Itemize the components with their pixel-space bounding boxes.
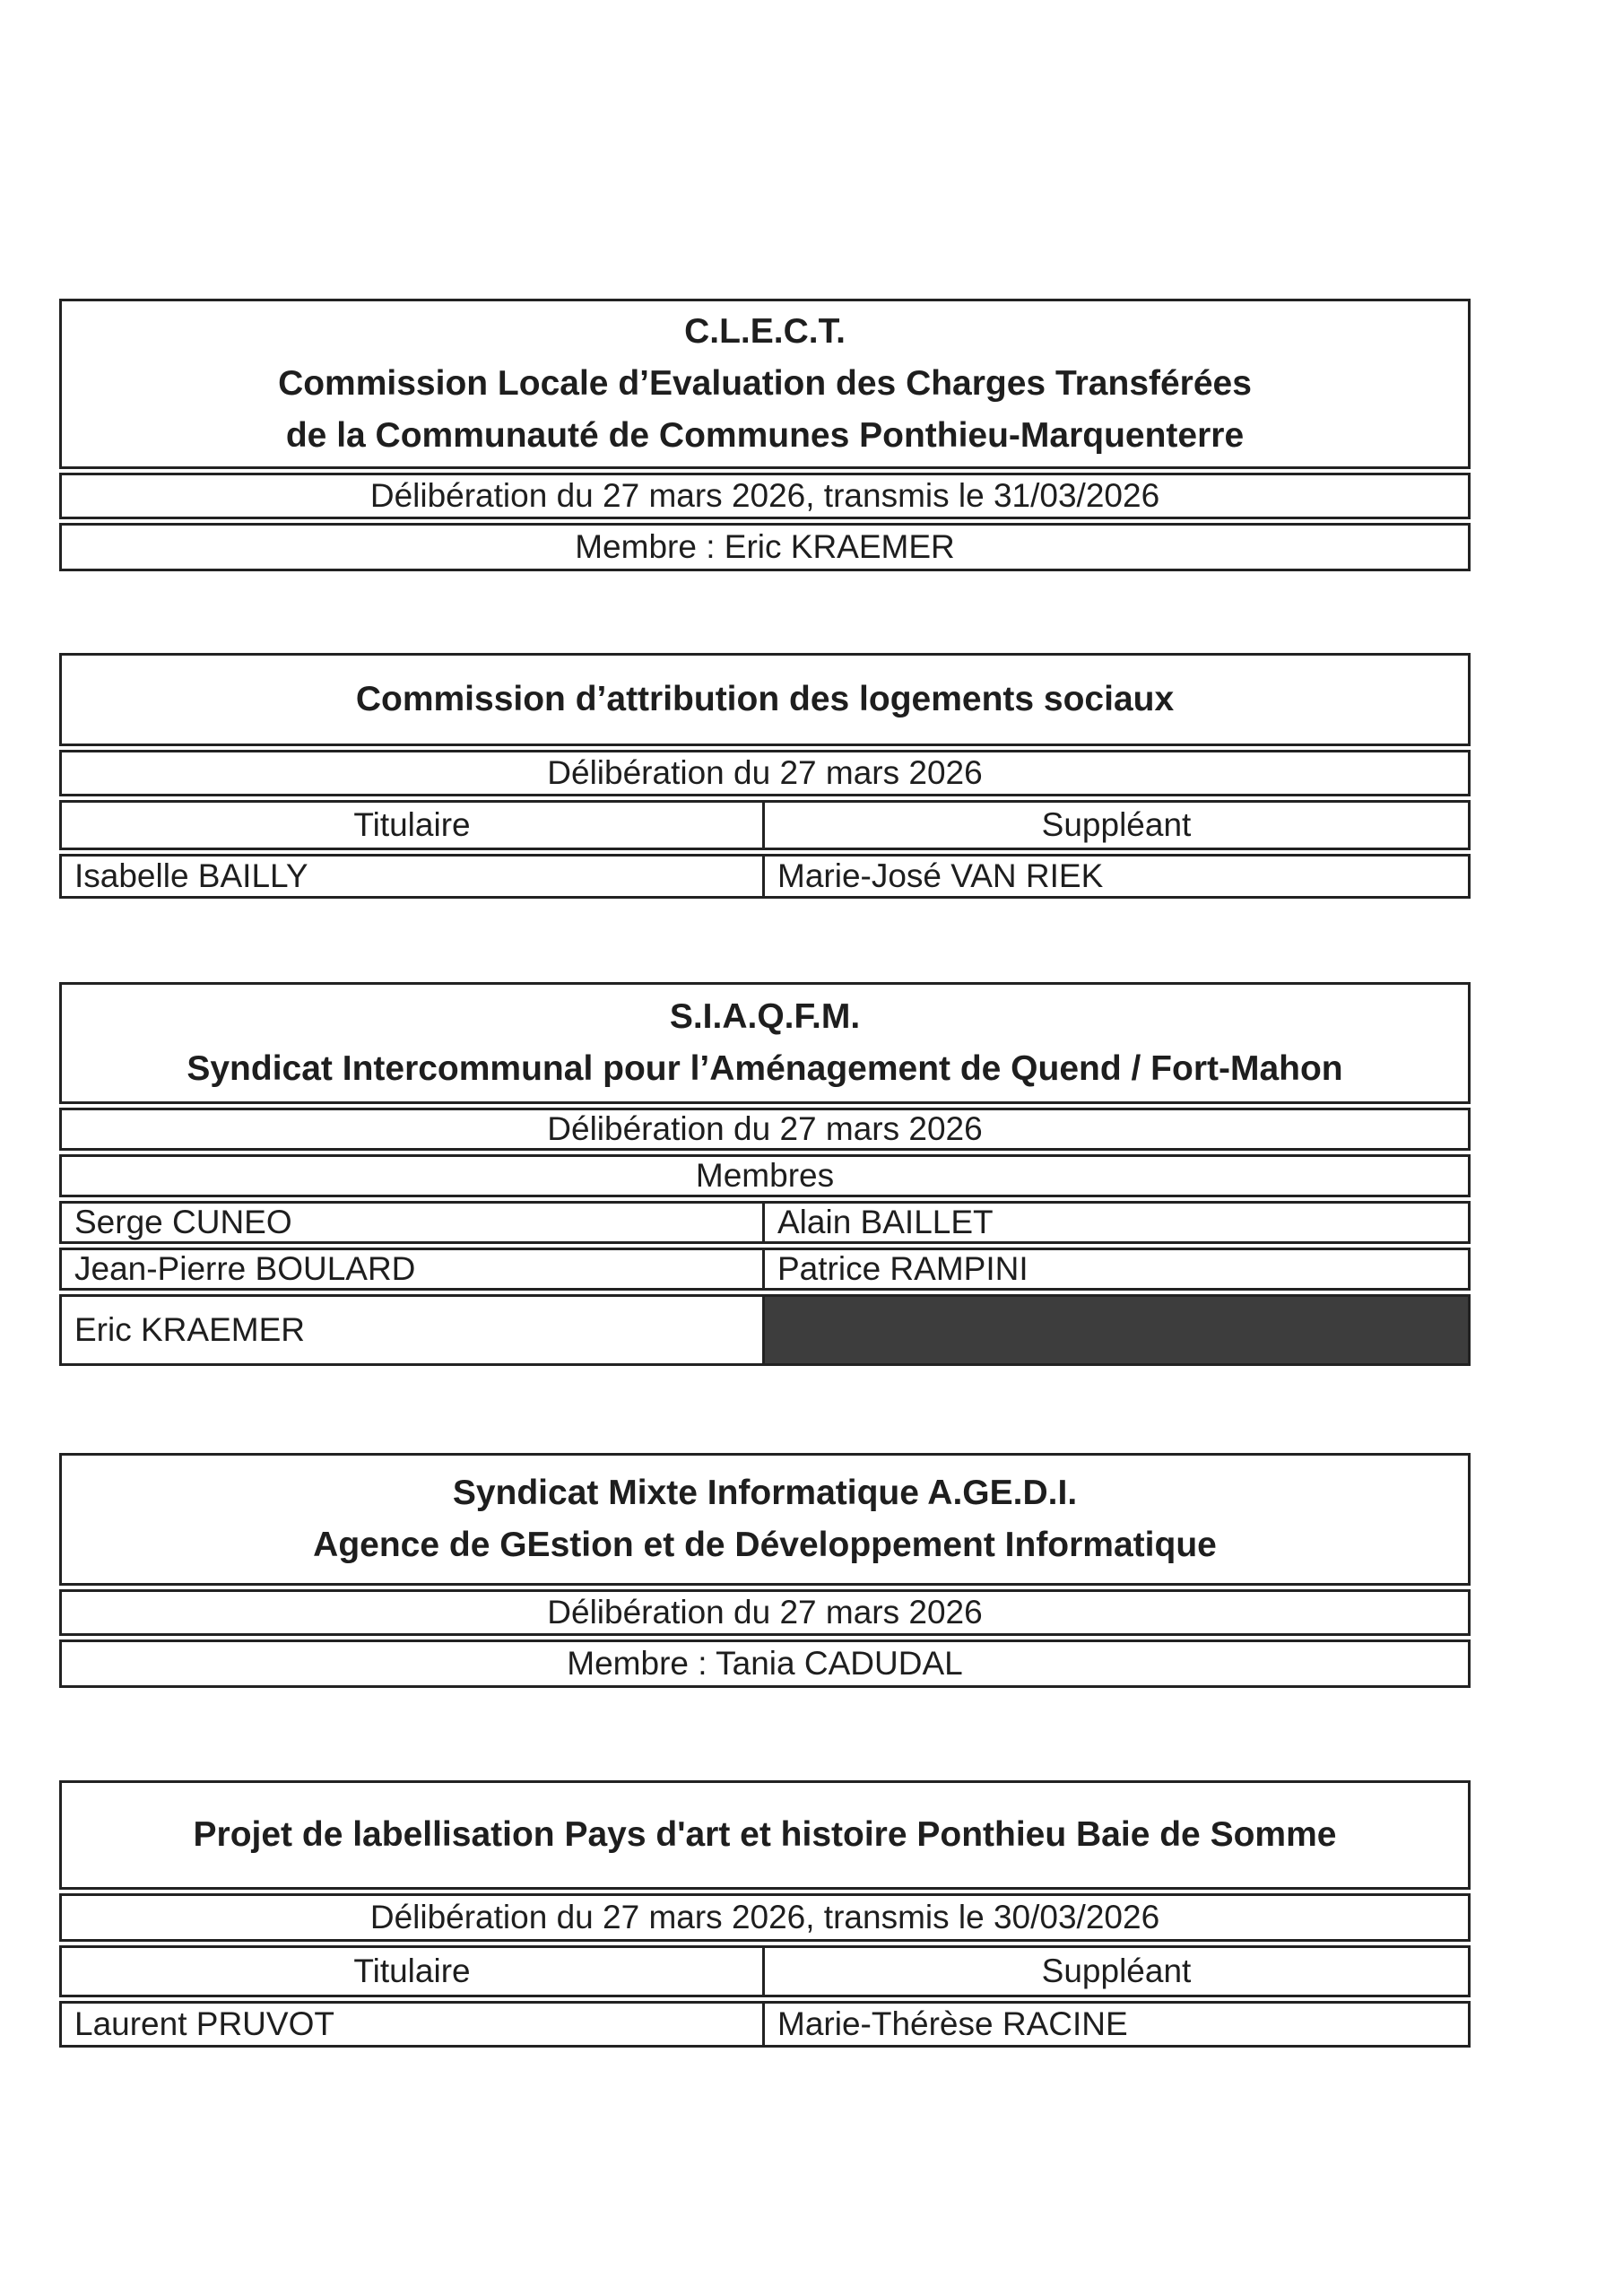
header-titulaire: Titulaire	[62, 803, 765, 848]
titulaire-name: Laurent PRUVOT	[62, 2004, 765, 2045]
table-logements-title: Commission d’attribution des logements sociaux	[59, 653, 1471, 746]
table-agedi-membre: Membre : Tania CADUDAL	[59, 1639, 1471, 1688]
table-siaqfm-title-line1: S.I.A.Q.F.M.	[669, 997, 861, 1036]
titulaire-name: Isabelle BAILLY	[62, 857, 765, 896]
table-siaqfm	[59, 982, 1471, 1366]
filled-empty-cell	[765, 1297, 1468, 1363]
table-agedi-title-line2: Agence de GEstion et de Développement Informatique	[313, 1526, 1217, 1564]
table-pays-art-data-row	[59, 2001, 1471, 2048]
table-clect-title-line3: de la Communauté de Communes Ponthieu-Marquenterre	[285, 416, 1245, 455]
table-siaqfm-member-row	[59, 1248, 1471, 1291]
header-suppleant: Suppléant	[1041, 806, 1192, 843]
table-siaqfm-member-row	[59, 1201, 1471, 1244]
table-agedi	[59, 1453, 1471, 1688]
member-name: Serge CUNEO	[62, 1204, 765, 1241]
table-logements-deliberation: Délibération du 27 mars 2026	[59, 750, 1471, 796]
table-logements	[59, 653, 1471, 899]
member-name: Eric KRAEMER	[62, 1297, 765, 1363]
suppleant-name: Marie-Thérèse RACINE	[777, 2005, 1128, 2042]
member-name: Patrice RAMPINI	[777, 1250, 1028, 1287]
header-titulaire: Titulaire	[62, 1948, 765, 1995]
table-clect-membre: Membre : Eric KRAEMER	[59, 523, 1471, 571]
table-pays-art-deliberation: Délibération du 27 mars 2026, transmis le 30/03/2026	[59, 1893, 1471, 1942]
table-agedi-deliberation: Délibération du 27 mars 2026	[59, 1589, 1471, 1636]
table-siaqfm-title	[59, 982, 1471, 1104]
suppleant-name: Marie-José VAN RIEK	[777, 857, 1104, 894]
table-siaqfm-membres-header: Membres	[59, 1154, 1471, 1197]
member-name: Alain BAILLET	[777, 1204, 994, 1240]
table-clect-title-line1: C.L.E.C.T.	[684, 312, 846, 351]
table-logements-header-row	[59, 800, 1471, 850]
table-pays-art-header-row	[59, 1945, 1471, 1997]
table-logements-data-row	[59, 854, 1471, 899]
table-clect-title-line2: Commission Locale d’Evaluation des Charges Transférées	[278, 364, 1252, 403]
table-siaqfm-title-line2: Syndicat Intercommunal pour l’Aménagement de Quend / Fort-Mahon	[187, 1049, 1343, 1088]
header-suppleant: Suppléant	[1041, 1952, 1192, 1989]
table-clect-deliberation: Délibération du 27 mars 2026, transmis le 31/03/2026	[59, 473, 1471, 519]
table-agedi-title-line1: Syndicat Mixte Informatique A.GE.D.I.	[452, 1474, 1078, 1512]
table-siaqfm-member-row	[59, 1294, 1471, 1366]
table-clect	[59, 299, 1471, 571]
table-pays-art	[59, 1780, 1471, 2048]
member-name: Jean-Pierre BOULARD	[62, 1250, 765, 1288]
table-agedi-title	[59, 1453, 1471, 1586]
table-pays-art-title: Projet de labellisation Pays d'art et histoire Ponthieu Baie de Somme	[59, 1780, 1471, 1890]
table-clect-title	[59, 299, 1471, 469]
table-siaqfm-deliberation: Délibération du 27 mars 2026	[59, 1108, 1471, 1151]
